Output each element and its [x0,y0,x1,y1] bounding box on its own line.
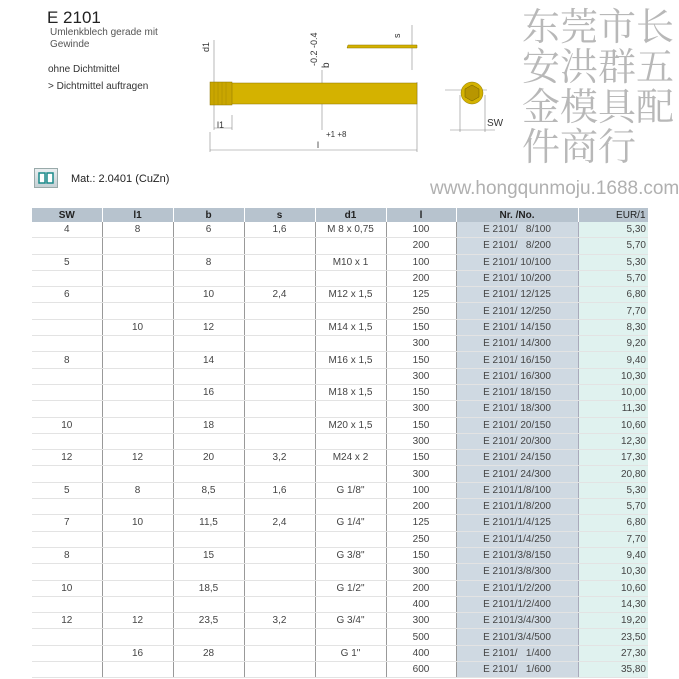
cell-sw [32,466,102,482]
table-row [32,238,648,254]
cell-l1 [102,466,173,482]
catalog-book-icon[interactable] [34,168,58,188]
cell-nr: E 2101/1/4/125 [456,515,578,531]
cell-sw: 10 [32,580,102,596]
cell-b [173,629,244,645]
cell-l1 [102,352,173,368]
cell-s [244,270,315,286]
column-header-s: s [244,208,315,222]
cell-nr: E 2101/ 14/150 [456,319,578,335]
cell-d1: M10 x 1 [315,254,386,270]
cell-d1: M24 x 2 [315,450,386,466]
cell-eur: 9,40 [578,547,648,563]
cell-l: 300 [386,466,456,482]
option-without-sealant[interactable]: ohne Dichtmittel [48,64,120,75]
cell-s [244,645,315,661]
cell-l: 300 [386,401,456,417]
table-row [32,645,648,661]
column-header-d1: d1 [315,208,386,222]
label-l-tolerance: +1 +8 [326,130,347,139]
label-sw: SW [487,118,504,129]
cell-eur: 5,30 [578,254,648,270]
cell-s [244,596,315,612]
cell-b [173,564,244,580]
table-row [32,547,648,563]
cell-l: 300 [386,336,456,352]
cell-eur: 11,30 [578,401,648,417]
cell-b [173,368,244,384]
cell-s: 3,2 [244,450,315,466]
cell-b [173,270,244,286]
cell-eur: 5,70 [578,238,648,254]
cell-l1 [102,336,173,352]
cell-l1 [102,629,173,645]
cell-l1 [102,270,173,286]
cell-eur: 23,50 [578,629,648,645]
column-header-nr: Nr. /No. [456,208,578,222]
table-row [32,564,648,580]
cell-s [244,254,315,270]
cell-b: 18,5 [173,580,244,596]
table-row [32,319,648,335]
cell-s [244,319,315,335]
cell-d1: G 3/8" [315,547,386,563]
cell-b: 14 [173,352,244,368]
table-row [32,613,648,629]
cell-b [173,238,244,254]
cell-nr: E 2101/ 16/150 [456,352,578,368]
table-row [32,499,648,515]
cell-nr: E 2101/ 1/600 [456,662,578,678]
cell-nr: E 2101/ 10/100 [456,254,578,270]
table-row [32,596,648,612]
watermark-url: www.hongqunmoju.1688.com [430,178,679,199]
cell-d1 [315,596,386,612]
cell-d1 [315,433,386,449]
cell-l: 500 [386,629,456,645]
table-row [32,270,648,286]
column-header-l1: l1 [102,208,173,222]
cell-s [244,466,315,482]
cell-s [244,547,315,563]
cell-l: 150 [386,450,456,466]
cell-eur: 10,30 [578,564,648,580]
cell-eur: 17,30 [578,450,648,466]
table-header-row [32,208,648,222]
cell-l: 250 [386,303,456,319]
cell-sw [32,433,102,449]
cell-nr: E 2101/ 18/300 [456,401,578,417]
cell-b: 10 [173,287,244,303]
table-row [32,384,648,400]
cell-d1: M16 x 1,5 [315,352,386,368]
cell-eur: 7,70 [578,303,648,319]
cell-eur: 6,80 [578,515,648,531]
cell-sw [32,596,102,612]
cell-l: 150 [386,384,456,400]
cell-sw [32,270,102,286]
cell-nr: E 2101/ 24/300 [456,466,578,482]
cell-d1 [315,531,386,547]
cell-l: 100 [386,254,456,270]
cell-d1 [315,499,386,515]
cell-l1 [102,238,173,254]
cell-eur: 10,30 [578,368,648,384]
cell-d1: M 8 x 0,75 [315,222,386,238]
cell-d1: M18 x 1,5 [315,384,386,400]
cell-sw: 10 [32,417,102,433]
cell-nr: E 2101/ 8/200 [456,238,578,254]
cell-s [244,531,315,547]
table-row [32,254,648,270]
cell-sw [32,645,102,661]
cell-l: 200 [386,270,456,286]
cell-s [244,336,315,352]
cell-nr: E 2101/3/4/500 [456,629,578,645]
cell-sw [32,531,102,547]
table-row [32,287,648,303]
cell-l: 200 [386,499,456,515]
cell-d1: G 1/8" [315,482,386,498]
column-header-l: l [386,208,456,222]
cell-nr: E 2101/1/8/200 [456,499,578,515]
cell-l1 [102,368,173,384]
cell-nr: E 2101/3/8/150 [456,547,578,563]
cell-l: 300 [386,564,456,580]
cell-l: 400 [386,645,456,661]
table-row [32,303,648,319]
cell-b: 8 [173,254,244,270]
cell-eur: 7,70 [578,531,648,547]
cell-l1 [102,303,173,319]
cell-b [173,401,244,417]
product-subtitle: Umlenkblech gerade mit Gewinde [50,27,158,50]
cell-s [244,303,315,319]
cell-b: 15 [173,547,244,563]
option-apply-sealant-link[interactable]: > Dichtmittel auftragen [48,81,149,92]
cell-l1 [102,401,173,417]
cell-l1 [102,499,173,515]
cell-eur: 35,80 [578,662,648,678]
cell-b: 8,5 [173,482,244,498]
rod-thread-head [210,82,232,105]
cell-d1: M20 x 1,5 [315,417,386,433]
table-row [32,368,648,384]
cell-nr: E 2101/ 8/100 [456,222,578,238]
cell-s: 2,4 [244,287,315,303]
cell-d1: G 3/4" [315,613,386,629]
cell-s [244,368,315,384]
cell-eur: 10,60 [578,580,648,596]
label-l1: l1 [217,120,225,130]
table-row [32,352,648,368]
cell-b: 11,5 [173,515,244,531]
cell-sw: 4 [32,222,102,238]
cell-eur: 12,30 [578,433,648,449]
cell-l1 [102,547,173,563]
cell-l: 200 [386,238,456,254]
cell-nr: E 2101/ 20/150 [456,417,578,433]
cell-l: 250 [386,531,456,547]
cell-d1: G 1/2" [315,580,386,596]
cell-b [173,303,244,319]
cell-nr: E 2101/ 10/200 [456,270,578,286]
cell-sw [32,662,102,678]
table-row [32,417,648,433]
cell-l1: 8 [102,482,173,498]
cell-l: 100 [386,482,456,498]
cell-l: 100 [386,222,456,238]
cell-l: 200 [386,580,456,596]
cell-l: 600 [386,662,456,678]
product-title: E 2101 [47,8,101,27]
cell-nr: E 2101/3/4/300 [456,613,578,629]
cell-sw: 8 [32,352,102,368]
label-l: l [317,140,319,150]
table-row [32,482,648,498]
cell-d1 [315,662,386,678]
cell-sw: 5 [32,482,102,498]
cell-s [244,662,315,678]
cell-l1 [102,384,173,400]
cell-s [244,384,315,400]
cell-b: 28 [173,645,244,661]
cell-nr: E 2101/ 14/300 [456,336,578,352]
cell-b [173,662,244,678]
cell-s [244,238,315,254]
cell-s [244,580,315,596]
cell-b [173,433,244,449]
cell-l1 [102,287,173,303]
cell-eur: 14,30 [578,596,648,612]
cell-sw: 5 [32,254,102,270]
cell-d1: G 1/4" [315,515,386,531]
cell-l: 300 [386,613,456,629]
column-header-eur: EUR/1 [578,208,648,222]
cell-l1: 10 [102,319,173,335]
cell-eur: 19,20 [578,613,648,629]
sheet-profile [347,45,417,48]
cell-l1 [102,564,173,580]
cell-b: 23,5 [173,613,244,629]
cell-sw [32,401,102,417]
cell-l: 125 [386,287,456,303]
cell-eur: 27,30 [578,645,648,661]
cell-l: 150 [386,319,456,335]
cell-l1 [102,254,173,270]
cell-d1 [315,238,386,254]
cell-b [173,336,244,352]
cell-sw [32,629,102,645]
cell-nr: E 2101/ 24/150 [456,450,578,466]
cell-nr: E 2101/1/4/250 [456,531,578,547]
cell-l1 [102,433,173,449]
technical-drawing [195,20,515,155]
table-row [32,433,648,449]
cell-l1 [102,580,173,596]
cell-d1 [315,303,386,319]
cell-nr: E 2101/ 12/125 [456,287,578,303]
cell-eur: 20,80 [578,466,648,482]
cell-sw [32,336,102,352]
cell-eur: 5,30 [578,482,648,498]
cell-s [244,401,315,417]
cell-nr: E 2101/ 12/250 [456,303,578,319]
cell-b [173,466,244,482]
table-row [32,531,648,547]
cell-sw: 6 [32,287,102,303]
cell-l: 300 [386,433,456,449]
cell-sw [32,499,102,515]
watermark-company: 东莞市长安洪群五金模具配件商行 [522,7,675,169]
cell-nr: E 2101/1/2/200 [456,580,578,596]
cell-l1: 12 [102,450,173,466]
table-row [32,662,648,678]
cell-l1: 16 [102,645,173,661]
cell-eur: 6,80 [578,287,648,303]
label-b: b [321,62,332,68]
cell-sw [32,564,102,580]
cell-sw [32,319,102,335]
cell-d1 [315,336,386,352]
cell-d1: G 1" [315,645,386,661]
cell-eur: 5,70 [578,270,648,286]
cell-d1 [315,401,386,417]
cell-s: 1,6 [244,482,315,498]
table-row [32,401,648,417]
cell-l: 300 [386,368,456,384]
cell-l1 [102,662,173,678]
cell-l1 [102,417,173,433]
cell-b [173,499,244,515]
cell-sw: 8 [32,547,102,563]
cell-eur: 8,30 [578,319,648,335]
cell-b: 20 [173,450,244,466]
table-row [32,336,648,352]
table-row [32,222,648,238]
cell-eur: 9,20 [578,336,648,352]
cell-nr: E 2101/ 18/150 [456,384,578,400]
cell-l1 [102,596,173,612]
cell-b: 12 [173,319,244,335]
cell-s [244,499,315,515]
cell-eur: 10,60 [578,417,648,433]
cell-d1 [315,629,386,645]
cell-l1: 12 [102,613,173,629]
cell-d1 [315,270,386,286]
cell-sw [32,303,102,319]
cell-d1 [315,368,386,384]
table-row [32,629,648,645]
cell-nr: E 2101/1/8/100 [456,482,578,498]
cell-b [173,596,244,612]
cell-l1 [102,531,173,547]
cell-s [244,433,315,449]
cell-b: 18 [173,417,244,433]
cell-d1 [315,466,386,482]
cell-l: 150 [386,417,456,433]
cell-b: 16 [173,384,244,400]
cell-l1: 8 [102,222,173,238]
table-row [32,450,648,466]
label-s: s [392,33,402,38]
material-info: Mat.: 2.0401 (CuZn) [71,173,170,185]
column-header-sw: SW [32,208,102,222]
cell-l: 125 [386,515,456,531]
cell-nr: E 2101/3/8/300 [456,564,578,580]
rod-body [231,83,417,104]
cell-sw: 7 [32,515,102,531]
cell-nr: E 2101/ 20/300 [456,433,578,449]
dimensions-price-table [32,208,649,678]
cell-eur: 9,40 [578,352,648,368]
table-row [32,515,648,531]
cell-b [173,531,244,547]
cell-nr: E 2101/1/2/400 [456,596,578,612]
cell-d1 [315,564,386,580]
label-d1: d1 [201,41,211,52]
cell-sw: 12 [32,450,102,466]
cell-s: 1,6 [244,222,315,238]
cell-d1: M12 x 1,5 [315,287,386,303]
table-row [32,580,648,596]
label-b-tolerance: -0.2 -0.4 [309,32,319,66]
cell-nr: E 2101/ 1/400 [456,645,578,661]
cell-sw: 12 [32,613,102,629]
column-header-b: b [173,208,244,222]
cell-nr: E 2101/ 16/300 [456,368,578,384]
cell-eur: 5,30 [578,222,648,238]
cell-s [244,352,315,368]
cell-s: 2,4 [244,515,315,531]
cell-eur: 10,00 [578,384,648,400]
cell-s [244,564,315,580]
cell-s [244,417,315,433]
cell-sw [32,384,102,400]
cell-l1: 10 [102,515,173,531]
cell-l: 150 [386,547,456,563]
cell-d1: M14 x 1,5 [315,319,386,335]
table-row [32,466,648,482]
cell-s: 3,2 [244,613,315,629]
cell-l: 150 [386,352,456,368]
cell-eur: 5,70 [578,499,648,515]
cell-sw [32,368,102,384]
cell-b: 6 [173,222,244,238]
cell-sw [32,238,102,254]
cell-l: 400 [386,596,456,612]
cell-s [244,629,315,645]
